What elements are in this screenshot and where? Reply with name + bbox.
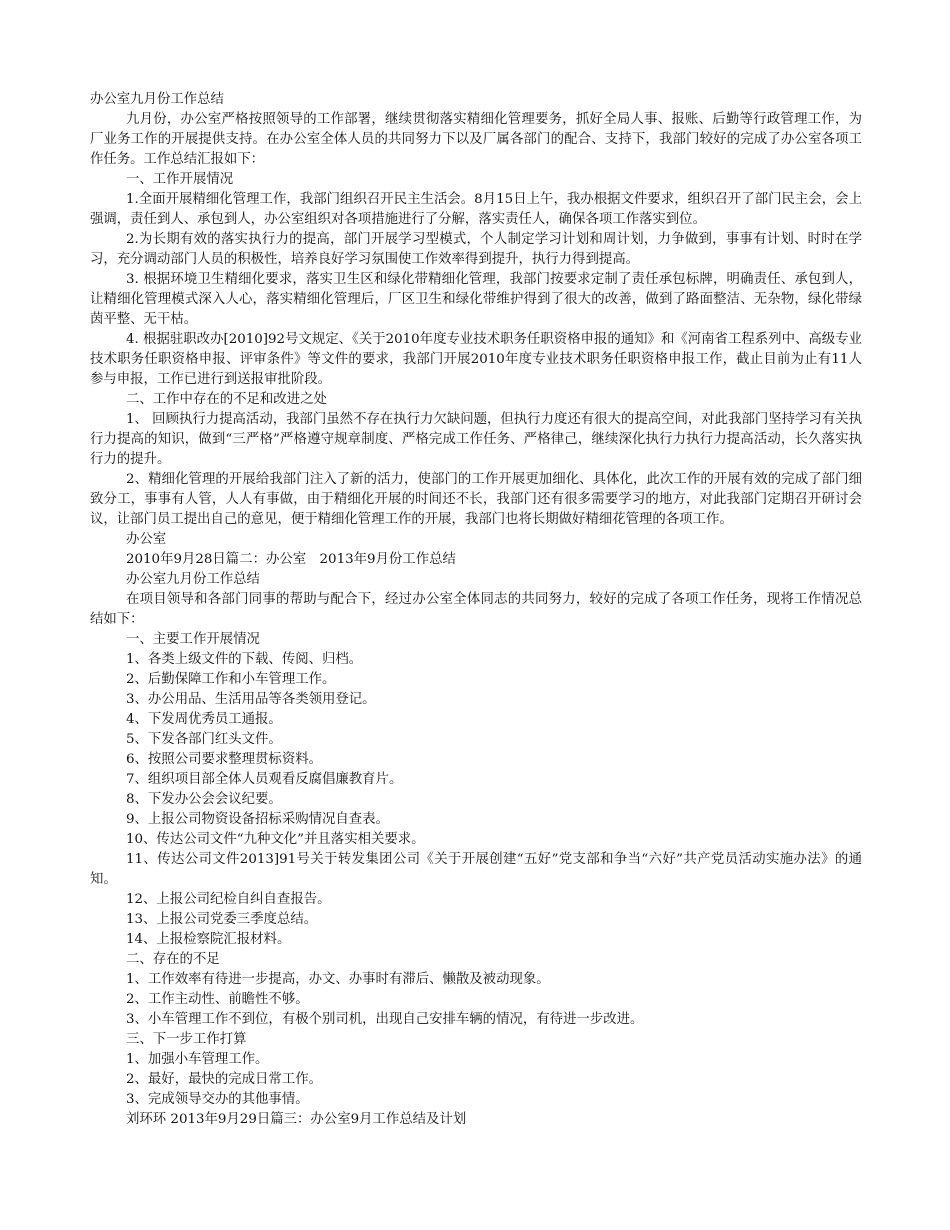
paragraph: 1.全面开展精细化管理工作，我部门组织召开民主生活会。8月15日上午，我办根据文件要求，组织召开了部门民主会，会上强调，责任到人、承包到人，办公室组织对各项措施进行了分解，落实责任人，确保各项工作落实到位。 — [90, 192, 862, 227]
list-item: 12、上报公司纪检自纠自查报告。 — [126, 892, 331, 907]
date-line: 刘环环 2013年9月29日篇三：办公室9月工作总结及计划 — [126, 1112, 467, 1127]
paragraph: 在项目领导和各部门同事的帮助与配合下，经过办公室全体同志的共同努力，较好的完成了各项工作任务，现将工作情况总结如下： — [90, 592, 862, 627]
list-item: 5、下发各部门红头文件。 — [126, 732, 282, 747]
paragraph: 九月份，办公室严格按照领导的工作部署，继续贯彻落实精细化管理要务，抓好全局人事、报账、后勤等行政管理工作，为厂业务工作的开展提供支持。在办公室全体人员的共同努力下以及厂属各部门的配合、支持下，我部门较好的完成了办公室各项工作任务。工作总结汇报如下： — [90, 112, 862, 167]
section-heading: 一、工作开展情况 — [126, 172, 234, 187]
paragraph: 2、精细化管理的开展给我部门注入了新的活力，使部门的工作开展更加细化、具体化，此次工作的开展有效的完成了部门细致分工，事事有人管，人人有事做，由于精细化开展的时间还不长，我部门还有很多需要学习的地方，对此我部门定期召开研讨会议，让部门员工提出自己的意见，便于精细化管理工作的开展，我部门也将长期做好精细花管理的各项工作。 — [90, 472, 862, 527]
list-item: 1、工作效率有待进一步提高，办文、办事时有滞后、懒散及被动现象。 — [126, 972, 550, 987]
section-heading: 二、存在的不足 — [126, 952, 220, 967]
date-line: 2010年9月28日篇二：办公室 2013年9月份工作总结 — [126, 552, 456, 567]
paragraph: 4. 根据驻职改办[2010]92号文规定、《关于2010年度专业技术职务任职资格申报的通知》和《河南省工程系列中、高级专业技术职务任职资格申报、评审条件》等文件的要求，我部门开展2010年度专业技术职务任职资格申报工作，截止目前为止有11人参与申报，工作已进行到送报审批阶段。 — [90, 332, 862, 387]
signature-dept: 办公室 — [126, 532, 167, 547]
list-item: 3、办公用品、生活用品等各类领用登记。 — [126, 692, 376, 707]
list-item: 8、下发办公会会议纪要。 — [126, 792, 282, 807]
list-item: 3、小车管理工作不到位，有极个别司机，出现自己安排车辆的情况，有待进一步改进。 — [126, 1012, 644, 1027]
list-item: 1、加强小车管理工作。 — [126, 1052, 269, 1067]
paragraph: 2.为长期有效的落实执行力的提高，部门开展学习型模式，个人制定学习计划和周计划，力争做到，事事有计划、时时在学习，充分调动部门人员的积极性，培养良好学习氛围使工作效率得到提升，执行力得到提高。 — [90, 232, 862, 267]
section-heading: 一、主要工作开展情况 — [126, 632, 260, 647]
paragraph: 3. 根据环境卫生精细化要求，落实卫生区和绿化带精细化管理，我部门按要求定制了责任承包标牌，明确责任、承包到人，让精细化管理模式深入人心，落实精细化管理后，厂区卫生和绿化带维护得到了很大的改善，做到了路面整洁、无杂物，绿化带绿茵平整、无干枯。 — [90, 272, 862, 327]
list-item: 6、按照公司要求整理贯标资料。 — [126, 752, 322, 767]
list-item: 10、传达公司文件“九种文化”并且落实相关要求。 — [126, 832, 425, 847]
paragraph: 1、 回顾执行力提高活动，我部门虽然不存在执行力欠缺问题，但执行力度还有很大的提高空间，对此我部门坚持学习有关执行力提高的知识，做到“三严格”严格遵守规章制度、严格完成工作任务、严格律己，继续深化执行力执行力提高活动，长久落实执行力的提升。 — [90, 412, 862, 467]
list-item: 9、上报公司物资设备招标采购情况自查表。 — [126, 812, 389, 827]
document-body — [90, 90, 862, 1130]
list-item: 2、后勤保障工作和小车管理工作。 — [126, 672, 336, 687]
list-item: 7、组织项目部全体人员观看反腐倡廉教育片。 — [126, 772, 403, 787]
list-item: 11、传达公司文件2013]91号关于转发集团公司《关于开展创建“五好”党支部和争当“六好”共产党员活动实施办法》的通知。 — [90, 852, 862, 887]
list-item: 2、最好，最快的完成日常工作。 — [126, 1072, 322, 1087]
list-item: 2、工作主动性、前瞻性不够。 — [126, 992, 309, 1007]
list-item: 4、下发周优秀员工通报。 — [126, 712, 282, 727]
section-title: 办公室九月份工作总结 — [126, 572, 260, 587]
section-heading: 三、下一步工作打算 — [126, 1032, 247, 1047]
list-item: 14、上报检察院汇报材料。 — [126, 932, 291, 947]
list-item: 3、完成领导交办的其他事情。 — [126, 1092, 309, 1107]
list-item: 13、上报公司党委三季度总结。 — [126, 912, 318, 927]
section-heading: 二、工作中存在的不足和改进之处 — [126, 392, 327, 407]
list-item: 1、各类上级文件的下载、传阅、归档。 — [126, 652, 363, 667]
document-title: 办公室九月份工作总结 — [90, 92, 224, 107]
